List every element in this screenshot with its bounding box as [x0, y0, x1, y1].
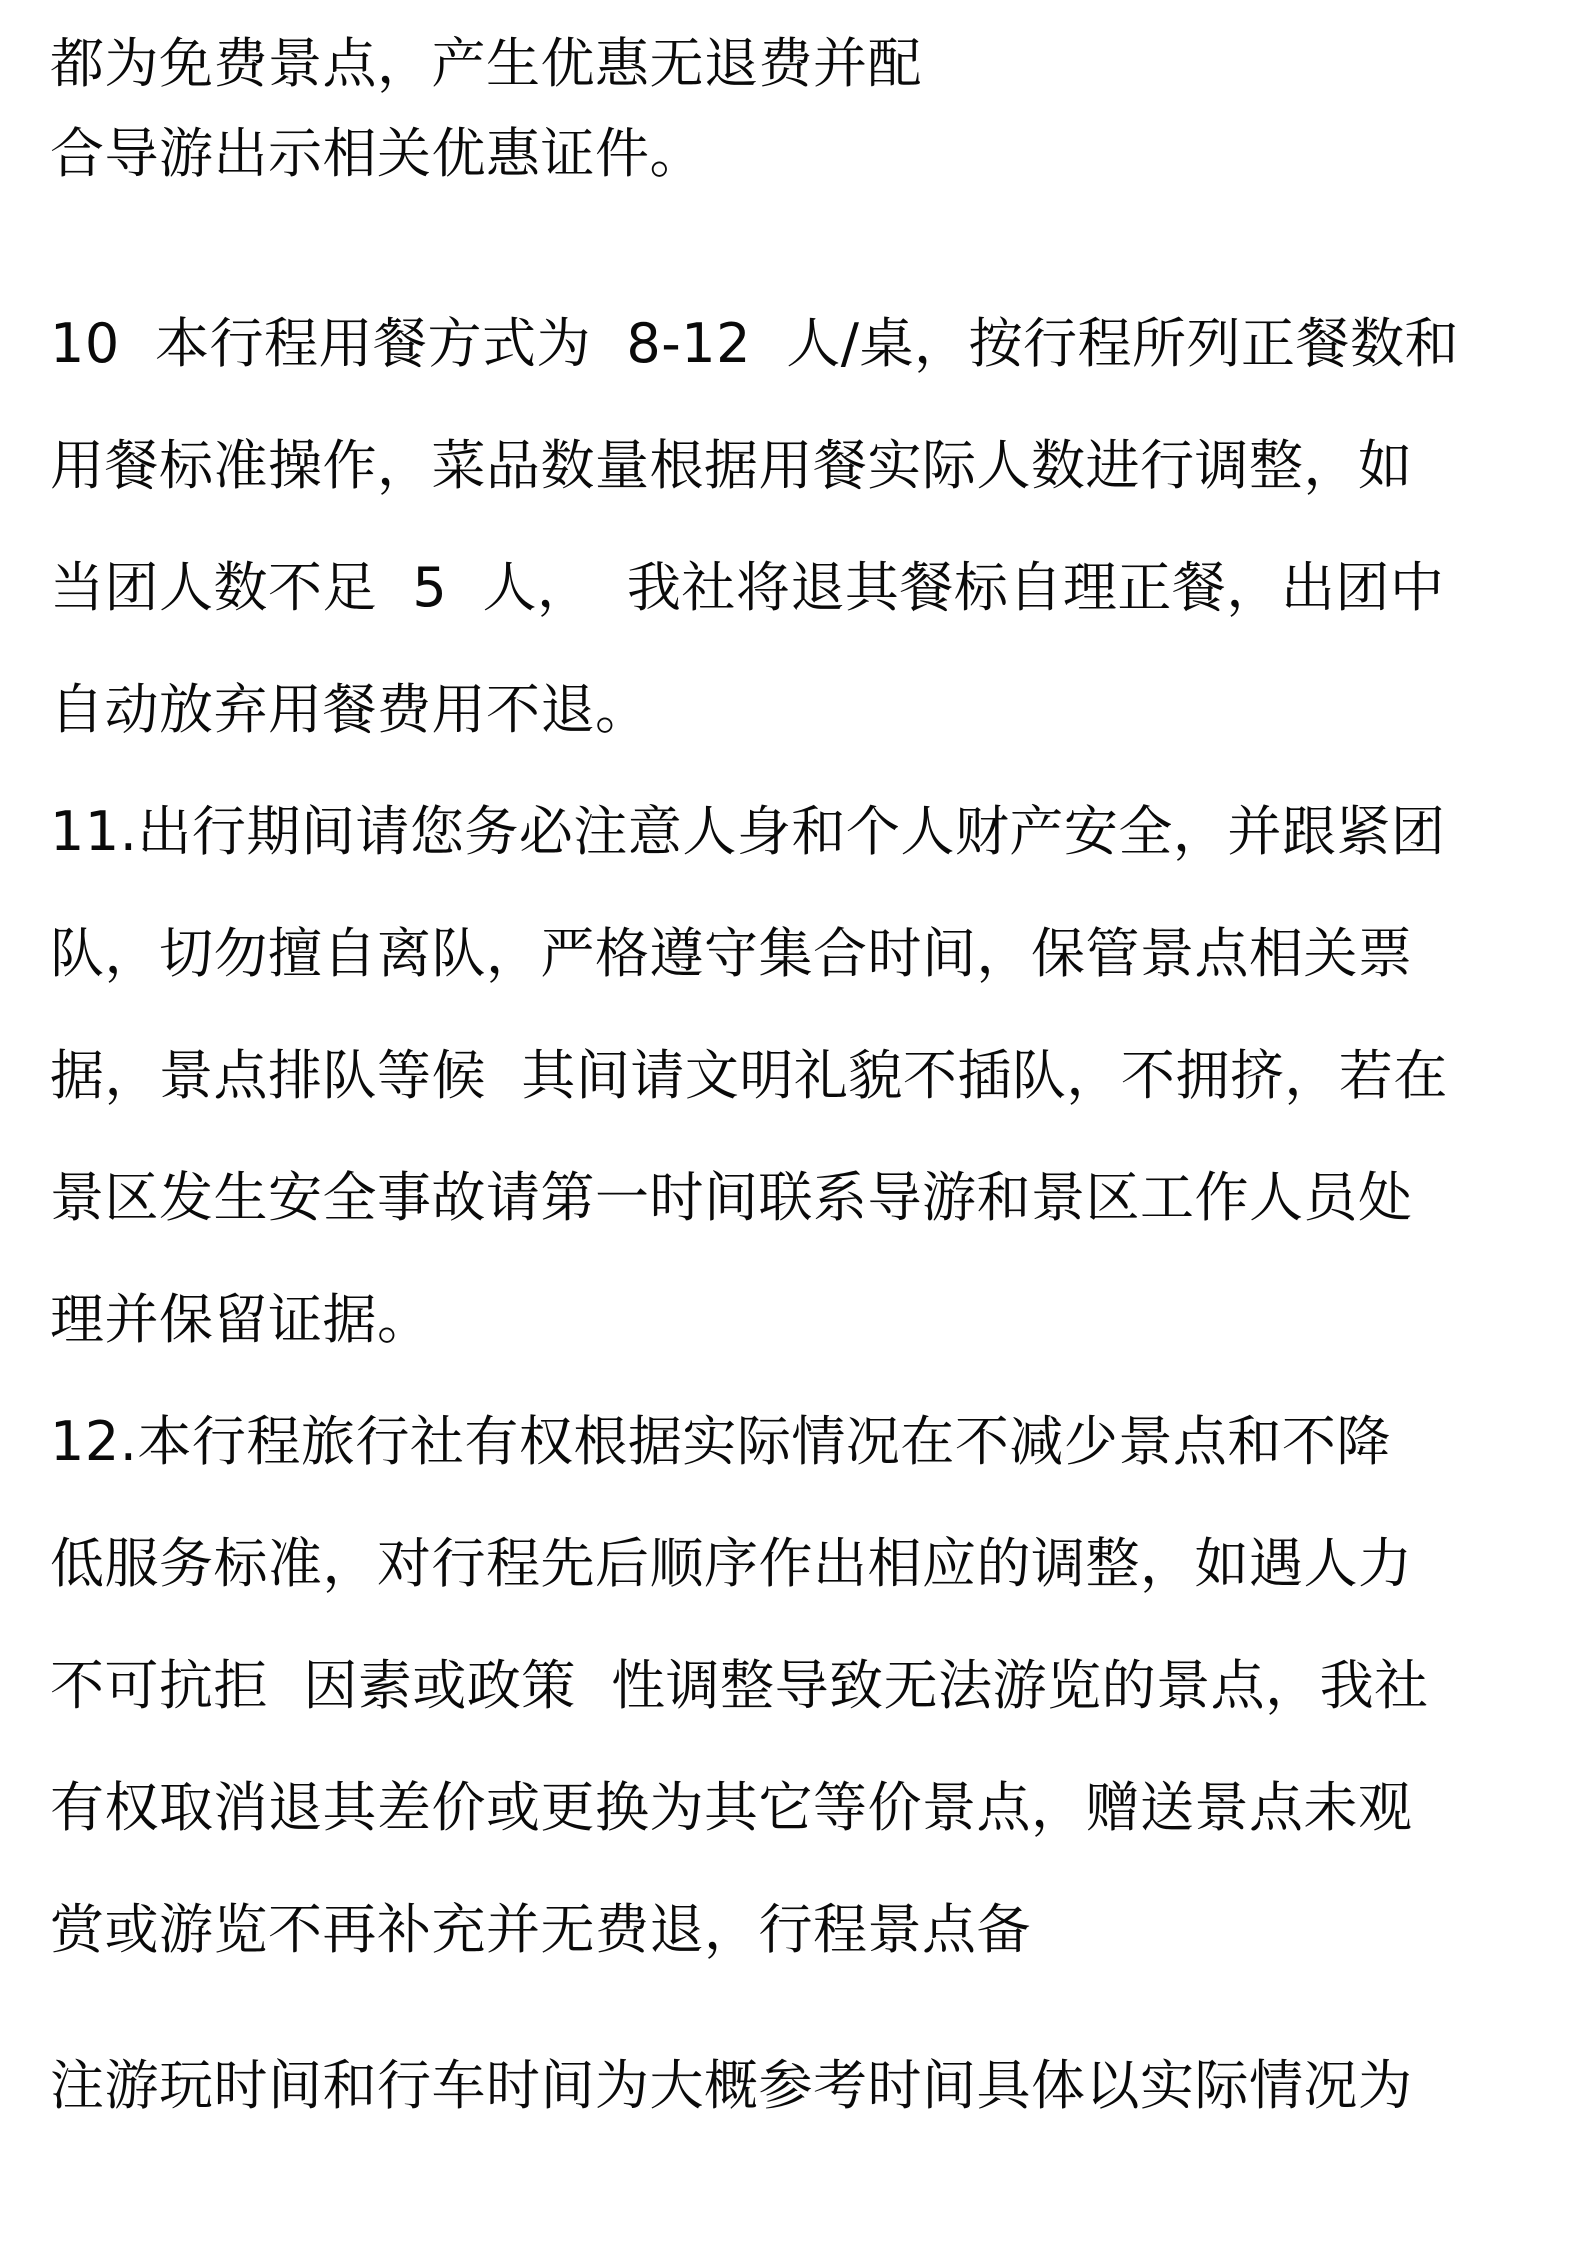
- text-line: 注游玩时间和行车时间为大概参考时间具体以实际情况为: [50, 2054, 1413, 2117]
- text-line: 不可抗拒 因素或政策 性调整导致无法游览的景点，我社: [50, 1654, 1429, 1717]
- text-line: 自动放弃用餐费用不退。: [50, 678, 650, 741]
- text-line: 12.本行程旅行社有权根据实际情况在不减少景点和不降: [50, 1410, 1391, 1473]
- text-line: 赏或游览不再补充并无费退，行程景点备: [50, 1898, 1031, 1961]
- text-line: 用餐标准操作，菜品数量根据用餐实际人数进行调整，如: [50, 434, 1413, 497]
- text-line: 当团人数不足 5 人， 我社将退其餐标自理正餐，出团中: [50, 556, 1445, 619]
- text-line: 队，切勿擅自离队，严格遵守集合时间，保管景点相关票: [50, 922, 1413, 985]
- text-line: 都为免费景点，产生优惠无退费并配: [50, 32, 922, 95]
- text-line: 理并保留证据。: [50, 1288, 432, 1351]
- text-line: 10 本行程用餐方式为 8-12 人/桌，按行程所列正餐数和: [50, 312, 1459, 375]
- text-line: 据，景点排队等候 其间请文明礼貌不插队，不拥挤，若在: [50, 1044, 1448, 1107]
- text-line: 11.出行期间请您务必注意人身和个人财产安全，并跟紧团: [50, 800, 1446, 863]
- text-line: 景区发生安全事故请第一时间联系导游和景区工作人员处: [50, 1166, 1413, 1229]
- text-line: 合导游出示相关优惠证件。: [50, 122, 704, 185]
- text-line: 有权取消退其差价或更换为其它等价景点，赠送景点未观: [50, 1776, 1413, 1839]
- text-line: 低服务标准，对行程先后顺序作出相应的调整，如遇人力: [50, 1532, 1413, 1595]
